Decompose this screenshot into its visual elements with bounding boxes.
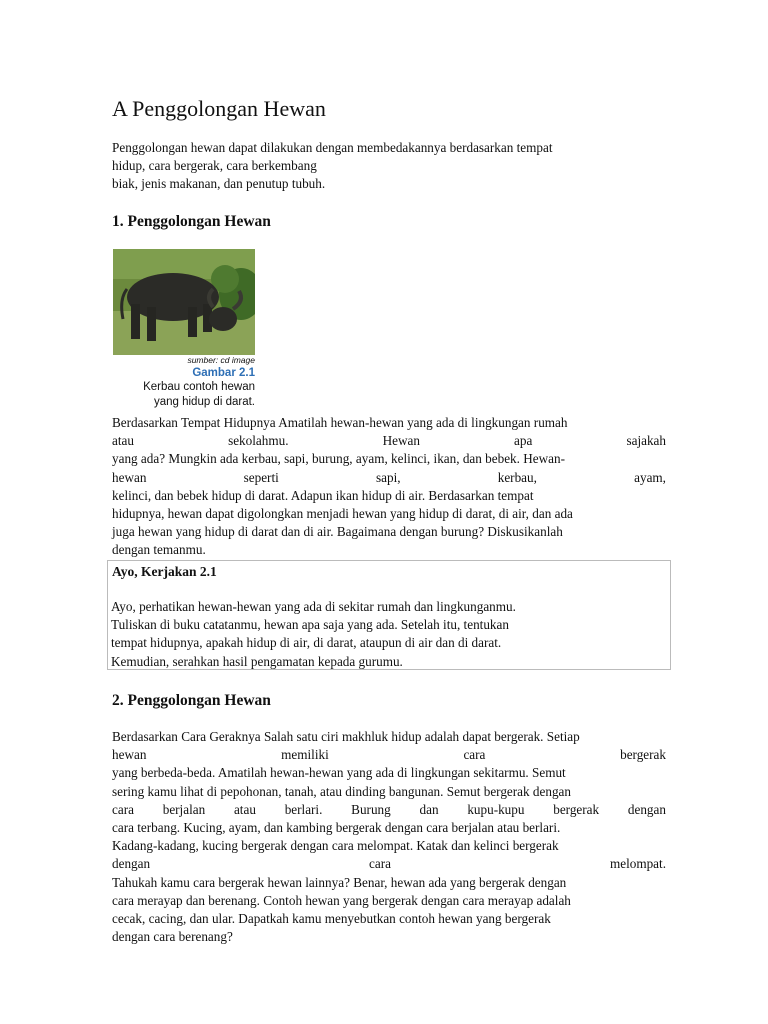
text-line: cecak, cacing, dan ular. Dapatkah kamu menyebutkan contoh hewan yang bergerak (112, 911, 551, 927)
exercise-body (111, 598, 516, 671)
intro-line: biak, jenis makanan, dan penutup tubuh. (112, 176, 326, 192)
text-line: yang berbeda-beda. Amatilah hewan-hewan yang ada di lingkungan sekitarmu. Semut (112, 765, 566, 781)
text-line: dengan cara berenang? (112, 929, 233, 945)
figure-label: Gambar 2.1 (192, 367, 255, 379)
word: berjalan (162, 801, 206, 817)
intro-line: Penggolongan hewan dapat dilakukan dengan membedakannya berdasarkan tempat (112, 140, 553, 155)
text-line: cara terbang. Kucing, ayam, dan kambing bergerak dengan cara berjalan atau berlari. (112, 820, 561, 836)
text-line: yang ada? Mungkin ada kerbau, sapi, burung, ayam, kelinci, ikan, dan bebek. Hewan- (112, 451, 565, 467)
text-line: cara merayap dan berenang. Contoh hewan yang bergerak dengan cara merayap adalah (112, 892, 571, 908)
word: atau (112, 433, 134, 449)
text-line: hidupnya, hewan dapat digolongkan menjadi hewan yang hidup di darat, di air, dan ada (112, 506, 573, 522)
exercise-line: tempat hidupnya, apakah hidup di air, di darat, ataupun di air dan di darat. (111, 635, 502, 651)
buffalo-figure (113, 249, 259, 409)
word: Hewan (382, 433, 420, 449)
section-2-heading: 2. Penggolongan Hewan (112, 692, 271, 709)
text-line: Kadang-kadang, kucing bergerak dengan cara melompat. Katak dan kelinci bergerak (112, 838, 559, 854)
word: atau (233, 801, 256, 817)
exercise-line: Kemudian, serahkan hasil pengamatan kepada gurumu. (111, 653, 403, 669)
word: melompat. (609, 856, 666, 872)
text-line: Berdasarkan Cara Geraknya Salah satu ciri makhluk hidup adalah dapat bergerak. Setiap (112, 729, 580, 744)
word: sajakah (626, 433, 666, 449)
text-line-justified (112, 432, 666, 450)
text-line: dengan temanmu. (112, 542, 206, 558)
word: cara (369, 856, 391, 872)
text-line-justified (112, 469, 666, 487)
word: memiliki (281, 747, 329, 763)
section-1-heading: 1. Penggolongan Hewan (112, 213, 271, 230)
exercise-title: Ayo, Kerjakan 2.1 (112, 564, 217, 579)
word: dengan (627, 801, 666, 817)
word: kupu-kupu (467, 801, 525, 817)
word: bergerak (620, 747, 666, 763)
word: ayam, (634, 469, 666, 485)
intro-line: hidup, cara bergerak, cara berkembang (112, 158, 317, 174)
buffalo-photo (113, 249, 255, 355)
word: sekolahmu. (228, 433, 289, 449)
figure-caption-line: yang hidup di darat. (153, 395, 255, 408)
word: dan (419, 801, 439, 817)
word: dengan (112, 856, 151, 872)
page-title: A Penggolongan Hewan (112, 96, 326, 121)
text-line-justified (112, 801, 666, 819)
paragraph-habitat (112, 414, 666, 560)
text-line: sering kamu lihat di pepohonan, tanah, atau dinding bangunan. Semut bergerak dengan (112, 783, 571, 799)
text-line: kelinci, dan bebek hidup di darat. Adapun ikan hidup di air. Berdasarkan tempat (112, 487, 534, 503)
text-line-justified (112, 855, 666, 873)
word: sapi, (375, 469, 401, 485)
word: kerbau, (497, 469, 537, 485)
figure-caption-line: Kerbau contoh hewan (143, 381, 255, 393)
word: bergerak (553, 801, 600, 817)
word: cara (112, 801, 134, 817)
exercise-line: Tuliskan di buku catatanmu, hewan apa saja yang ada. Setelah itu, tentukan (111, 617, 509, 633)
text-line: Berdasarkan Tempat Hidupnya Amatilah hewan-hewan yang ada di lingkungan rumah (112, 415, 568, 430)
word: apa (514, 433, 533, 449)
word: hewan (112, 747, 147, 763)
exercise-line: Ayo, perhatikan hewan-hewan yang ada di sekitar rumah dan lingkunganmu. (111, 599, 516, 614)
intro-paragraph (112, 139, 666, 194)
exercise-box (107, 560, 671, 670)
text-line: Tahukah kamu cara bergerak hewan lainnya? Benar, hewan ada yang bergerak dengan (112, 874, 567, 890)
word: Burung (351, 801, 391, 817)
word: berlari. (284, 801, 323, 817)
text-line-justified (112, 746, 666, 764)
word: cara (463, 747, 486, 763)
figure-source: sumber: cd image (187, 355, 255, 365)
word: hewan (112, 469, 147, 485)
word: seperti (243, 469, 279, 485)
paragraph-movement (112, 728, 666, 946)
text-line: juga hewan yang hidup di darat dan di air. Bagaimana dengan burung? Diskusikanlah (112, 524, 563, 540)
